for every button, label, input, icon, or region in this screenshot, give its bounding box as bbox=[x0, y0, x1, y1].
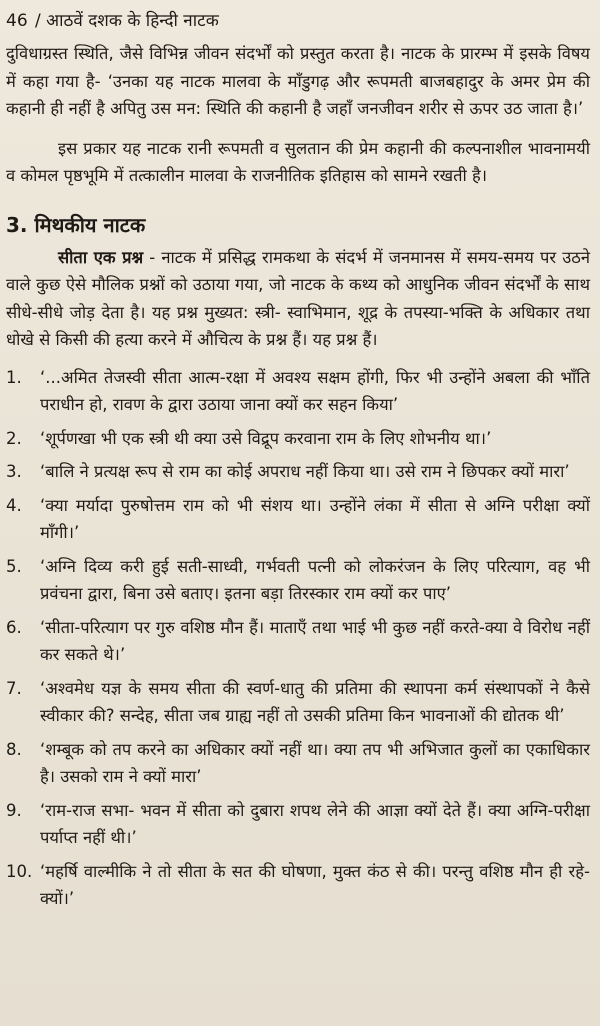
page-header bbox=[6, 10, 590, 32]
section-lead: सीता एक प्रश्न bbox=[58, 247, 144, 267]
list-item bbox=[6, 797, 590, 852]
item-number: 7. bbox=[6, 678, 22, 698]
list-item bbox=[6, 858, 590, 913]
list-item bbox=[6, 492, 590, 547]
item-text: ‘...अमित तेजस्वी सीता आत्म-रक्षा में अवश्य सक्षम होंगी, फिर भी उन्होंने अबला की भाँति पराधीन हो, रावण के द्वारा उठाया जाना क्यों कर सहन किया’ bbox=[40, 367, 590, 414]
running-title: / आठवें दशक के हिन्दी नाटक bbox=[35, 11, 219, 31]
list-item bbox=[6, 425, 590, 453]
list-item bbox=[6, 364, 590, 419]
item-number: 2. bbox=[6, 428, 22, 448]
list-item bbox=[6, 675, 590, 730]
item-text: ‘अश्वमेध यज्ञ के समय सीता की स्वर्ण-धातु की प्रतिमा की स्थापना कर्म संस्थापकों ने कैसे स्वीकार की? सन्देह, सीता जब ग्राह्य नहीं तो उसकी प्रतिमा किन भावनाओं की द्योतक थी’ bbox=[40, 678, 590, 725]
second-paragraph: इस प्रकार यह नाटक रानी रूपमती व सुलतान की प्रेम कहानी की कल्पनाशील भावनामयी व कोमल पृष्ठभूमि में तत्कालीन मालवा के राजनीतिक इतिहास को सामने रखती है। bbox=[6, 138, 590, 185]
list-item bbox=[6, 736, 590, 791]
section-heading: 3. मिथकीय नाटक bbox=[6, 212, 146, 237]
section-body: - नाटक में प्रसिद्ध रामकथा के संदर्भ में जनमानस में समय-समय पर उठने वाले कुछ ऐसे मौलिक प्रश्नों को उठाया गया, जो नाटक के कथ्य को आधुनिक जीवन संदर्भों के साथ सीधे-सीधे जोड़ देता है। यह प्रश्न मुख्यत: स्त्री- स्वाभिमान, शूद्र के तपस्या-भक्ति के अधिकार तथा धोखे से किसी की हत्या करने में औचित्य के प्रश्न हैं। यह प्रश्न हैं। bbox=[6, 247, 590, 349]
item-number: 1. bbox=[6, 367, 22, 387]
item-number: 3. bbox=[6, 462, 22, 481]
page-number: 46 bbox=[6, 11, 28, 31]
section-paragraph bbox=[6, 244, 590, 354]
item-number: 8. bbox=[6, 739, 22, 759]
item-number: 4. bbox=[6, 495, 22, 515]
item-number: 9. bbox=[6, 800, 22, 820]
item-text: ‘सीता-परित्याग पर गुरु वशिष्ठ मौन हैं। माताएँ तथा भाई भी कुछ नहीं करते-क्या वे विरोध नहीं कर सकते थे।’ bbox=[40, 617, 590, 664]
item-text: ‘राम-राज सभा- भवन में सीता को दुबारा शपथ लेने की आज्ञा क्यों देते हैं। क्या अग्नि-परीक्षा पर्याप्त नहीं थी।’ bbox=[40, 800, 590, 847]
item-text: ‘शूर्पणखा भी एक स्त्री थी क्या उसे विद्रूप करवाना राम के लिए शोभनीय था।’ bbox=[40, 428, 492, 448]
item-number: 6. bbox=[6, 617, 22, 637]
item-text: ‘बालि ने प्रत्यक्ष रूप से राम का कोई अपराध नहीं किया था। उसे राम ने छिपकर क्यों मारा’ bbox=[40, 462, 570, 481]
item-text: ‘अग्नि दिव्य करी हुई सती-साध्वी, गर्भवती पत्नी को लोकरंजन के लिए परित्याग, वह भी प्रवंचना द्वारा, बिना उसे बताए। इतना बड़ा तिरस्कार राम क्यों कर पाए’ bbox=[40, 556, 590, 603]
list-item bbox=[6, 614, 590, 669]
item-text: ‘शम्बूक को तप करने का अधिकार क्यों नहीं था। क्या तप भी अभिजात कुलों का एकाधिकार है। उसको राम ने क्यों मारा’ bbox=[40, 739, 590, 786]
list-item bbox=[6, 458, 590, 486]
item-number: 5. bbox=[6, 556, 22, 576]
item-text: ‘महर्षि वाल्मीकि ने तो सीता के सत की घोषणा, मुक्त कंठ से की। परन्तु वशिष्ठ मौन ही रहे-क्यों।’ bbox=[40, 861, 590, 908]
item-number: 10. bbox=[6, 861, 33, 881]
intro-paragraph: दुविधाग्रस्त स्थिति, जैसे विभिन्न जीवन संदर्भों को प्रस्तुत करता है। नाटक के प्रारम्भ में इसके विषय में कहा गया है- ‘उनका यह नाटक मालवा के माँडुगढ़ और रूपमती बाजबहादुर के अमर प्रेम की कहानी ही नहीं है अपितु उस मन: स्थिति की कहानी है जहाँ जनजीवन शरीर से ऊपर उठ जाता है।’ bbox=[6, 44, 590, 118]
list-item bbox=[6, 553, 590, 608]
question-list bbox=[6, 364, 590, 913]
item-text: ‘क्या मर्यादा पुरुषोत्तम राम को भी संशय था। उन्होंने लंका में सीता से अग्नि परीक्षा क्यों माँगी।’ bbox=[40, 495, 590, 542]
